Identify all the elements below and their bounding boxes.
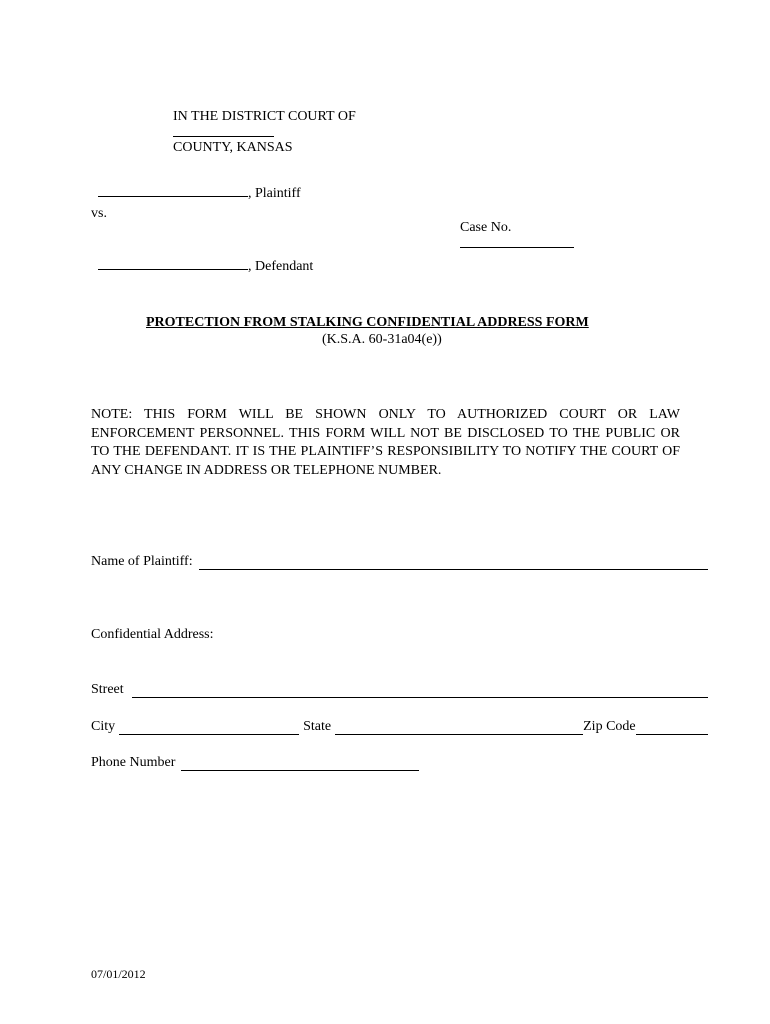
- form-title: PROTECTION FROM STALKING CONFIDENTIAL ADDRESS FORM: [146, 315, 589, 330]
- court-header: [166, 96, 356, 155]
- case-number-field[interactable]: [460, 235, 574, 248]
- court-header-prefix: IN THE DISTRICT COURT OF: [173, 109, 356, 124]
- phone-number-field[interactable]: [181, 756, 419, 771]
- plaintiff-caption: [91, 170, 301, 201]
- confidentiality-note: NOTE: THIS FORM WILL BE SHOWN ONLY TO AUTHORIZED COURT OR LAW ENFORCEMENT PERSONNEL. THIS FORM WILL NOT BE DISCLOSED TO THE PUBLIC OR TO THE DEFENDANT. IT IS THE PLAINTIFF’S RESPONSIBILITY TO NOTIFY THE COURT OF ANY CHANGE IN ADDRESS OR TELEPHONE NUMBER.: [91, 407, 680, 478]
- name-of-plaintiff-field[interactable]: [199, 555, 708, 570]
- state-field[interactable]: [335, 720, 583, 735]
- state-label: State: [303, 719, 332, 734]
- statute-citation: (K.S.A. 60-31a04(e)): [322, 332, 442, 347]
- name-of-plaintiff-row: [91, 554, 708, 570]
- street-field[interactable]: [132, 683, 708, 698]
- city-state-zip-row: [91, 719, 708, 735]
- phone-number-row: [91, 755, 419, 771]
- phone-number-label: Phone Number: [91, 755, 176, 770]
- plaintiff-label: , Plaintiff: [248, 186, 301, 201]
- city-field[interactable]: [119, 720, 299, 735]
- court-header-suffix: COUNTY, KANSAS: [173, 140, 293, 155]
- case-number-label: Case No.: [460, 220, 512, 235]
- county-field[interactable]: [173, 124, 274, 137]
- form-revision-date: 07/01/2012: [91, 967, 146, 981]
- versus-label: vs.: [91, 206, 107, 221]
- street-row: [91, 682, 708, 698]
- plaintiff-name-field[interactable]: [98, 184, 248, 197]
- defendant-caption: [91, 243, 313, 274]
- defendant-label: , Defendant: [248, 259, 314, 274]
- city-label: City: [91, 719, 116, 734]
- street-label: Street: [91, 682, 124, 697]
- case-number: [453, 207, 574, 252]
- zip-code-label: Zip Code: [583, 719, 636, 734]
- confidential-address-label: Confidential Address:: [91, 627, 214, 642]
- defendant-name-field[interactable]: [98, 257, 248, 270]
- name-of-plaintiff-label: Name of Plaintiff:: [91, 554, 193, 569]
- zip-code-field[interactable]: [636, 720, 708, 735]
